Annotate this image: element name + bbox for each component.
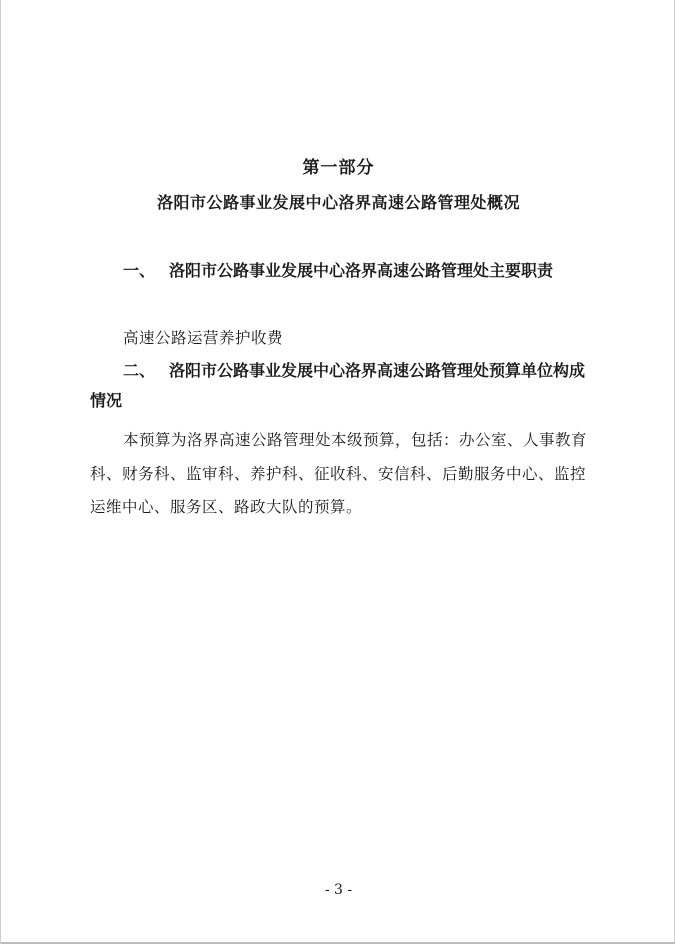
section-2-heading xyxy=(90,356,590,416)
section-1-heading xyxy=(90,256,590,286)
section-2-body: 本预算为洛界高速公路管理处本级预算，包括：办公室、人事教育科、财务科、监审科、养护科、征收科、安信科、后勤服务中心、监控运维中心、服务区、路政大队的预算。 xyxy=(90,431,588,516)
page-number: - 3 - xyxy=(324,882,353,898)
section-1-body: 高速公路运营养护收费 xyxy=(123,329,284,347)
section-1-number: 一、 xyxy=(123,261,156,280)
overview-title: 洛阳市公路事业发展中心洛界高速公路管理处概况 xyxy=(156,193,520,212)
part-title: 第一部分 xyxy=(302,158,375,178)
section-2-number: 二、 xyxy=(123,361,156,380)
section-2-title: 洛阳市公路事业发展中心洛界高速公路管理处预算单位构成情况 xyxy=(90,361,586,410)
section-1-title: 洛阳市公路事业发展中心洛界高速公路管理处主要职责 xyxy=(169,261,554,280)
